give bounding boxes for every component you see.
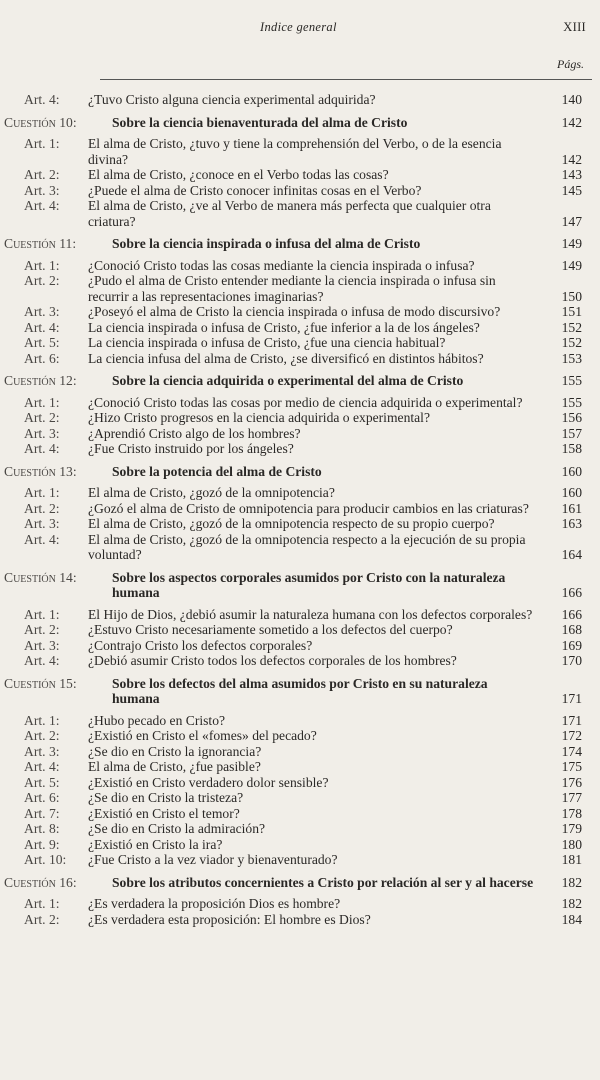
entry-label xyxy=(24,351,60,367)
entry-title: El alma de Cristo, ¿ve al Verbo de manera más perfecta que cualquier otra criatura? xyxy=(88,198,491,229)
entry-label xyxy=(24,485,60,501)
entry-label-word: Cuestión xyxy=(4,569,56,585)
entry-number: 3: xyxy=(48,637,60,653)
entry-label-word: Art. xyxy=(24,821,46,836)
entry-page: 172 xyxy=(561,728,582,743)
question-heading xyxy=(0,570,600,601)
entry-label-word: Art. xyxy=(24,257,46,273)
entry-title: El alma de Cristo, ¿fue pasible? xyxy=(88,759,261,774)
entry-number: 1: xyxy=(48,606,60,622)
entry-title: ¿Existió en Cristo la ira? xyxy=(88,836,223,852)
entry-title: Sobre la ciencia inspirada o infusa del alma de Cristo xyxy=(112,236,421,251)
entry-page: 176 xyxy=(561,774,582,790)
entry-label-word: Cuestión xyxy=(4,373,56,388)
entry-number: 11: xyxy=(59,236,77,251)
entry-label-word: Art. xyxy=(24,774,46,790)
entry-number: 1: xyxy=(48,712,60,728)
entry-title: ¿Tuvo Cristo alguna ciencia experimental adquirida? xyxy=(88,92,376,107)
entry-title: La ciencia inspirada o infusa de Cristo, ¿fue una ciencia habitual? xyxy=(88,335,446,350)
entry-number: 6: xyxy=(48,350,60,366)
entry-label xyxy=(24,320,60,336)
entry-label-word: Art. xyxy=(24,805,46,821)
article-entry xyxy=(0,320,600,336)
entry-label xyxy=(24,759,60,775)
entry-label-word: Art. xyxy=(24,606,46,622)
entry-label-word: Art. xyxy=(24,335,46,350)
entry-number: 6: xyxy=(48,790,60,805)
entry-title: ¿Conoció Cristo todas las cosas por medio de ciencia adquirida o experimental? xyxy=(88,394,523,410)
entry-number: 1: xyxy=(48,394,60,410)
article-entry xyxy=(0,273,600,304)
entry-label xyxy=(24,516,60,532)
entry-title: La ciencia infusa del alma de Cristo, ¿se diversificó en distintos hábitos? xyxy=(88,350,484,366)
entry-number: 1: xyxy=(48,896,60,911)
entry-label xyxy=(24,92,60,108)
entry-label xyxy=(24,728,60,744)
entry-label-word: Art. xyxy=(24,759,46,774)
entry-number: 15: xyxy=(59,675,77,691)
entry-number: 12: xyxy=(59,373,77,388)
entry-title: Sobre los aspectos corporales asumidos por Cristo con la naturaleza humana xyxy=(112,569,506,600)
entry-title: ¿Fue Cristo instruido por los ángeles? xyxy=(88,441,294,456)
entry-label xyxy=(24,136,60,152)
entry-label xyxy=(24,183,60,199)
article-entry xyxy=(0,759,600,775)
entry-label-word: Cuestión xyxy=(4,114,56,130)
entry-number: 2: xyxy=(48,500,60,516)
entry-page: 177 xyxy=(561,790,582,805)
entry-label-word: Art. xyxy=(24,712,46,728)
entry-number: 10: xyxy=(59,114,77,130)
entry-title: ¿Contrajo Cristo los defectos corporales? xyxy=(88,637,313,653)
entry-label-word: Art. xyxy=(24,516,46,531)
entry-label xyxy=(24,744,60,760)
entry-label xyxy=(24,821,60,837)
entry-title: Sobre los atributos concernientes a Cristo por relación al ser y al hacerse xyxy=(112,874,534,890)
entry-label xyxy=(4,464,77,480)
article-entry xyxy=(0,395,600,411)
article-entry xyxy=(0,653,600,669)
entry-label-word: Art. xyxy=(24,198,46,213)
entry-label xyxy=(24,607,60,623)
entry-page: 156 xyxy=(561,410,582,425)
entry-number: 4: xyxy=(48,653,60,668)
entry-page: 174 xyxy=(561,743,582,759)
entry-title: ¿Conoció Cristo todas las cosas mediante la ciencia inspirada o infusa? xyxy=(88,257,475,273)
entry-label-word: Art. xyxy=(24,167,46,182)
entry-label xyxy=(4,373,77,389)
entry-title: ¿Es verdadera esta proposición: El hombre es Dios? xyxy=(88,911,371,927)
entry-page: 155 xyxy=(561,373,582,388)
entry-page: 170 xyxy=(561,653,582,668)
entry-label-word: Cuestión xyxy=(4,874,56,890)
entry-title: El alma de Cristo, ¿conoce en el Verbo todas las cosas? xyxy=(88,167,389,182)
entry-page: 179 xyxy=(561,821,582,836)
entry-page: 160 xyxy=(561,463,582,479)
article-entry xyxy=(0,136,600,167)
entry-page: 171 xyxy=(561,691,582,706)
article-entry xyxy=(0,821,600,837)
article-entry xyxy=(0,532,600,563)
entry-title: ¿Es verdadera la proposición Dios es hombre? xyxy=(88,896,341,911)
entry-number: 2: xyxy=(48,728,60,743)
entry-page: 150 xyxy=(561,288,582,304)
entry-label-word: Art. xyxy=(24,637,46,653)
entry-label-word: Art. xyxy=(24,350,46,366)
article-entry xyxy=(0,852,600,868)
article-entry xyxy=(0,441,600,457)
pages-column-label: Págs. xyxy=(557,57,584,71)
entry-number: 9: xyxy=(48,836,60,852)
entry-label-word: Art. xyxy=(24,836,46,852)
article-entry xyxy=(0,837,600,853)
entry-label xyxy=(24,775,60,791)
entry-title: ¿Existió en Cristo verdadero dolor sensible? xyxy=(88,774,329,790)
entry-label xyxy=(24,837,60,853)
entry-page: 164 xyxy=(561,547,582,562)
article-entry xyxy=(0,896,600,912)
entry-label xyxy=(24,426,60,442)
entry-page: 169 xyxy=(561,637,582,653)
entry-label-word: Art. xyxy=(24,425,46,441)
entry-title: ¿Existió en Cristo el «fomes» del pecado? xyxy=(88,728,317,743)
entry-page: 163 xyxy=(561,516,582,531)
entry-label xyxy=(4,115,77,131)
entry-label-word: Art. xyxy=(24,500,46,516)
entry-page: 152 xyxy=(561,335,582,350)
entry-label-word: Art. xyxy=(24,441,46,456)
entry-label xyxy=(24,713,60,729)
entry-number: 4: xyxy=(48,759,60,774)
entry-label xyxy=(24,790,60,806)
entry-title: ¿Puede el alma de Cristo conocer infinitas cosas en el Verbo? xyxy=(88,182,422,198)
header-rule xyxy=(100,79,592,80)
entry-page: 142 xyxy=(561,114,582,130)
entry-label-word: Art. xyxy=(24,728,46,743)
entry-label xyxy=(4,236,76,252)
entry-page: 151 xyxy=(561,304,582,319)
entry-title: ¿Fue Cristo a la vez viador y bienaventurado? xyxy=(88,852,338,867)
entry-page: 149 xyxy=(561,257,582,273)
entry-label-word: Art. xyxy=(24,92,46,107)
entry-title: ¿Hizo Cristo progresos en la ciencia adquirida o experimental? xyxy=(88,410,430,425)
question-heading xyxy=(0,373,600,389)
entry-number: 4: xyxy=(48,531,60,547)
entry-label-word: Cuestión xyxy=(4,463,56,479)
entry-number: 3: xyxy=(48,425,60,441)
entry-label-word: Art. xyxy=(24,911,46,927)
entry-label-word: Cuestión xyxy=(4,236,56,251)
entry-number: 1: xyxy=(48,257,60,273)
article-entry xyxy=(0,198,600,229)
entry-page: 157 xyxy=(561,425,582,441)
article-entry xyxy=(0,806,600,822)
article-entry xyxy=(0,485,600,501)
article-entry xyxy=(0,516,600,532)
entry-page: 168 xyxy=(561,622,582,637)
entry-page: 153 xyxy=(561,350,582,366)
entry-number: 2: xyxy=(48,273,60,288)
entry-page: 166 xyxy=(561,606,582,622)
entry-page: 166 xyxy=(561,585,582,600)
entry-title: ¿Hubo pecado en Cristo? xyxy=(88,712,226,728)
entry-label xyxy=(24,638,60,654)
entry-page: 180 xyxy=(561,836,582,852)
article-entry xyxy=(0,728,600,744)
entry-label-word: Art. xyxy=(24,410,46,425)
entry-label-word: Cuestión xyxy=(4,675,56,691)
entry-number: 8: xyxy=(48,821,60,836)
article-entry xyxy=(0,501,600,517)
entry-label xyxy=(24,896,60,912)
article-entry xyxy=(0,410,600,426)
entry-label-word: Art. xyxy=(24,531,46,547)
entry-title: El alma de Cristo, ¿gozó de la omnipotencia respecto de su propio cuerpo? xyxy=(88,516,495,531)
entry-number: 7: xyxy=(48,805,60,821)
question-heading xyxy=(0,236,600,252)
entry-label xyxy=(24,532,60,548)
entry-number: 13: xyxy=(59,463,77,479)
entry-number: 5: xyxy=(48,335,60,350)
entry-number: 1: xyxy=(48,136,60,151)
article-entry xyxy=(0,426,600,442)
entry-label xyxy=(24,501,60,517)
article-entry xyxy=(0,335,600,351)
entry-number: 4: xyxy=(48,92,60,107)
entry-number: 16: xyxy=(59,874,77,890)
entry-label-word: Art. xyxy=(24,852,46,867)
article-entry xyxy=(0,790,600,806)
entry-label xyxy=(24,167,60,183)
entry-number: 3: xyxy=(48,743,60,759)
entry-label-word: Art. xyxy=(24,743,46,759)
entry-number: 4: xyxy=(48,441,60,456)
entry-page: 145 xyxy=(561,182,582,198)
running-header xyxy=(0,20,600,40)
entry-label-word: Art. xyxy=(24,790,46,805)
entry-number: 5: xyxy=(48,774,60,790)
entry-title: ¿Debió asumir Cristo todos los defectos corporales de los hombres? xyxy=(88,653,457,668)
entry-page: 142 xyxy=(561,151,582,167)
entry-label xyxy=(24,198,60,214)
entry-number: 2: xyxy=(48,622,60,637)
question-heading xyxy=(0,464,600,480)
entry-title: ¿Gozó el alma de Cristo de omnipotencia para producir cambios en las criaturas? xyxy=(88,500,529,516)
entry-page: 178 xyxy=(561,805,582,821)
article-entry xyxy=(0,183,600,199)
article-entry xyxy=(0,638,600,654)
entry-title: La ciencia inspirada o infusa de Cristo, ¿fue inferior a la de los ángeles? xyxy=(88,319,480,335)
entry-title: Sobre la ciencia adquirida o experimental del alma de Cristo xyxy=(112,373,464,388)
entry-label xyxy=(24,806,60,822)
entry-number: 3: xyxy=(48,182,60,198)
entry-page: 184 xyxy=(561,911,582,927)
entry-number: 2: xyxy=(48,410,60,425)
article-entry xyxy=(0,304,600,320)
entry-label xyxy=(24,653,60,669)
article-entry xyxy=(0,622,600,638)
entry-page: 152 xyxy=(561,319,582,335)
entry-page: 158 xyxy=(561,441,582,456)
entry-title: ¿Se dio en Cristo la ignorancia? xyxy=(88,743,262,759)
article-entry xyxy=(0,92,600,108)
article-entry xyxy=(0,167,600,183)
question-heading xyxy=(0,676,600,707)
article-entry xyxy=(0,744,600,760)
entry-label-word: Art. xyxy=(24,394,46,410)
question-heading xyxy=(0,875,600,891)
entry-title: El alma de Cristo, ¿gozó de la omnipotencia respecto a la ejecución de su propia voluntad? xyxy=(88,531,526,562)
entry-number: 1: xyxy=(48,485,60,500)
entry-label xyxy=(24,335,60,351)
entry-title: Sobre los defectos del alma asumidos por Cristo en su naturaleza humana xyxy=(112,675,488,706)
entry-label-word: Art. xyxy=(24,896,46,911)
entry-label-word: Art. xyxy=(24,653,46,668)
entry-label xyxy=(24,912,60,928)
entry-label xyxy=(24,258,60,274)
table-of-contents xyxy=(0,92,600,927)
entry-label xyxy=(24,441,60,457)
entry-title: ¿Se dio en Cristo la tristeza? xyxy=(88,790,244,805)
entry-label xyxy=(24,410,60,426)
entry-label-word: Art. xyxy=(24,136,46,151)
entry-label xyxy=(24,852,66,868)
entry-label-word: Art. xyxy=(24,304,46,319)
entry-number: 2: xyxy=(48,911,60,927)
entry-label-word: Art. xyxy=(24,622,46,637)
entry-number: 14: xyxy=(59,569,77,585)
question-heading xyxy=(0,115,600,131)
running-title: Indice general xyxy=(260,20,337,34)
entry-page: 181 xyxy=(561,852,582,867)
article-entry xyxy=(0,351,600,367)
article-entry xyxy=(0,607,600,623)
entry-label xyxy=(24,395,60,411)
entry-title: ¿Aprendió Cristo algo de los hombres? xyxy=(88,425,301,441)
entry-page: 175 xyxy=(561,759,582,774)
article-entry xyxy=(0,775,600,791)
entry-page: 149 xyxy=(561,236,582,251)
entry-label xyxy=(24,304,60,320)
entry-label xyxy=(24,273,60,289)
entry-label-word: Art. xyxy=(24,485,46,500)
entry-title: ¿Estuvo Cristo necesariamente sometido a los defectos del cuerpo? xyxy=(88,622,453,637)
entry-title: ¿Poseyó el alma de Cristo la ciencia inspirada o infusa de modo discursivo? xyxy=(88,304,501,319)
entry-title: El alma de Cristo, ¿gozó de la omnipotencia? xyxy=(88,485,335,500)
entry-title: El alma de Cristo, ¿tuvo y tiene la comprehensión del Verbo, o de la esencia divina? xyxy=(88,136,502,167)
entry-number: 2: xyxy=(48,167,60,182)
entry-number: 4: xyxy=(48,198,60,213)
article-entry xyxy=(0,258,600,274)
entry-number: 4: xyxy=(48,319,60,335)
entry-title: Sobre la potencia del alma de Cristo xyxy=(112,463,322,479)
page-number: XIII xyxy=(563,20,586,34)
entry-page: 182 xyxy=(561,896,582,911)
entry-label-word: Art. xyxy=(24,273,46,288)
entry-label-word: Art. xyxy=(24,319,46,335)
article-entry xyxy=(0,912,600,928)
entry-title: ¿Pudo el alma de Cristo entender mediante la ciencia inspirada o infusa sin recurrir a las representaciones imaginarias? xyxy=(88,273,496,304)
entry-label xyxy=(4,676,77,692)
entry-title: El Hijo de Dios, ¿debió asumir la naturaleza humana con los defectos corporales? xyxy=(88,606,533,622)
entry-title: ¿Existió en Cristo el temor? xyxy=(88,805,240,821)
entry-label xyxy=(24,622,60,638)
entry-number: 3: xyxy=(48,304,60,319)
entry-page: 182 xyxy=(561,874,582,890)
entry-page: 160 xyxy=(561,485,582,500)
entry-page: 161 xyxy=(561,500,582,516)
entry-page: 155 xyxy=(561,394,582,410)
entry-page: 140 xyxy=(561,92,582,107)
entry-number: 10: xyxy=(48,852,67,867)
entry-page: 147 xyxy=(561,213,582,229)
entry-label-word: Art. xyxy=(24,182,46,198)
article-entry xyxy=(0,713,600,729)
entry-title: Sobre la ciencia bienaventurada del alma de Cristo xyxy=(112,114,408,130)
entry-page: 171 xyxy=(561,712,582,728)
entry-number: 3: xyxy=(48,516,60,531)
entry-page: 143 xyxy=(561,167,582,182)
entry-label xyxy=(4,875,77,891)
entry-title: ¿Se dio en Cristo la admiración? xyxy=(88,821,266,836)
entry-label xyxy=(4,570,77,586)
